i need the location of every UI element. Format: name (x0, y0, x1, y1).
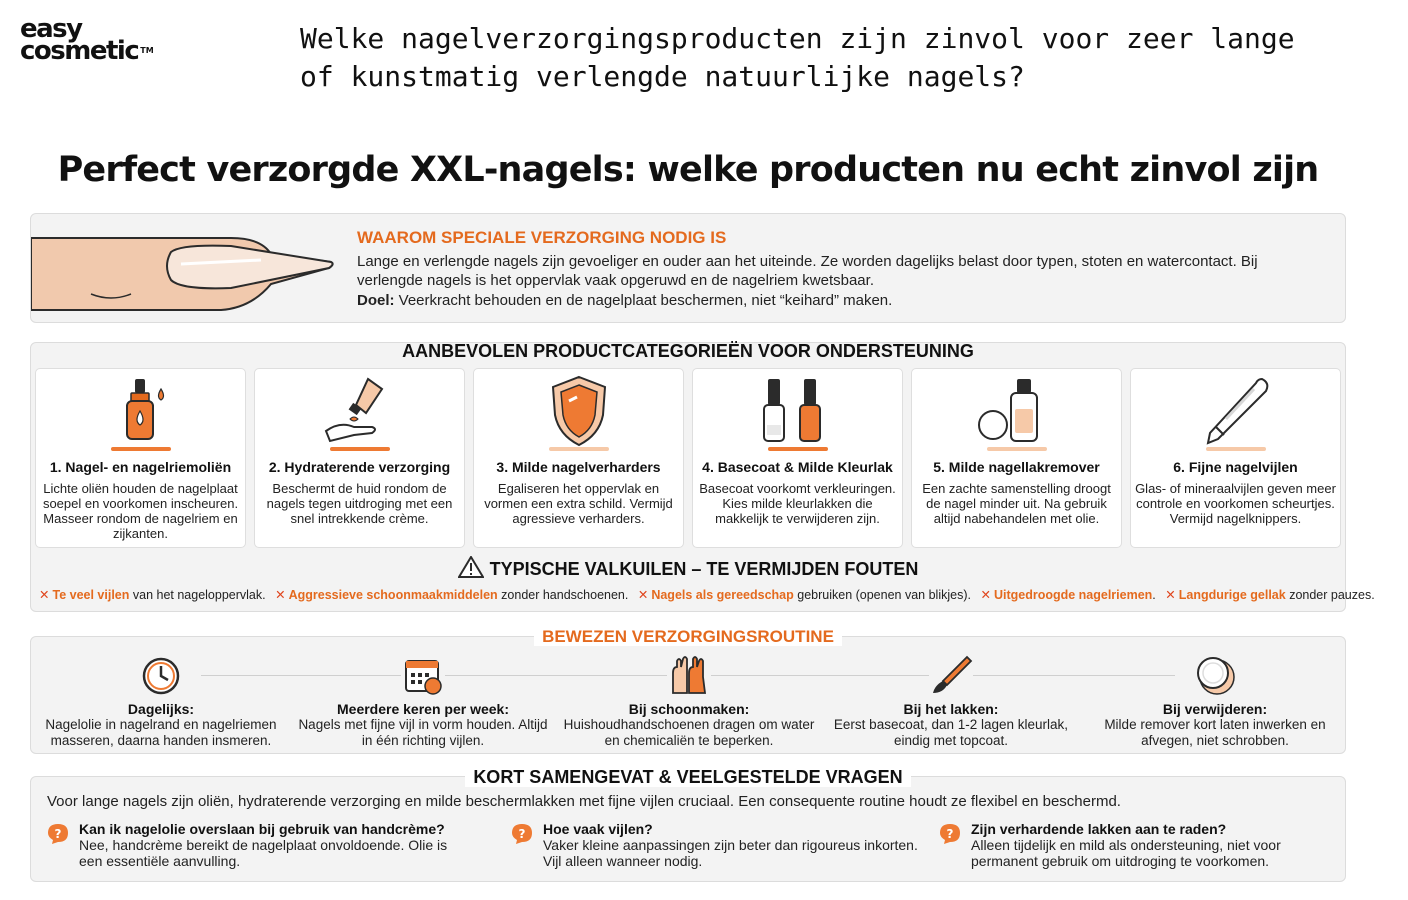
categories-title: AANBEVOLEN PRODUCTCATEGORIEËN VOOR ONDERSTEUNING (402, 341, 974, 361)
cream-tube-icon (320, 375, 400, 447)
why-goal-text: Veerkracht behouden en de nagelplaat beschermen, niet “keihard” maken. (394, 292, 893, 309)
faq-answer: Vaker kleine aanpassingen zijn beter dan rigoureus inkorten. Vijl alleen wanneer nodig. (543, 837, 918, 869)
faq-item (511, 821, 931, 869)
x-icon: ✕ (39, 588, 50, 602)
finger-nail-illustration (31, 224, 341, 316)
oil-dropper-icon (101, 375, 181, 447)
routine-step-title: Bij het lakken: (903, 701, 999, 717)
routine-step-weekly (293, 653, 553, 749)
category-title: 2. Hydraterende verzorging (268, 459, 451, 475)
x-icon: ✕ (275, 588, 286, 602)
faq-answer: Nee, handcrème bereikt de nagelplaat onvoldoende. Olie is een essentiële aanvulling. (79, 837, 448, 869)
routine-panel (30, 627, 1346, 754)
question-bubble-icon (47, 823, 69, 845)
page-headline: Perfect verzorgde XXL-nagels: welke producten nu echt zinvol zijn (57, 150, 1319, 190)
why-panel (30, 213, 1346, 323)
pitfalls-title: TYPISCHE VALKUILEN – TE VERMIJDEN FOUTEN (489, 559, 919, 579)
category-title: 3. Milde nagelverharders (496, 459, 661, 475)
pitfall-highlight: Te veel vijlen (52, 588, 130, 602)
pitfall-item (275, 587, 628, 602)
category-bar (768, 447, 828, 451)
categories-panel (30, 341, 1375, 612)
logo-line-2 (20, 36, 190, 66)
cotton-pad-icon (1193, 653, 1237, 697)
pitfall-text: . (1152, 588, 1156, 602)
why-text: Lange en verlengde nagels zijn gevoeliger en ouder aan het uiteinde. Ze worden dagelijks belast door typen, stoten en watercontact. Bij verlengde nagels is het oppervlak vaak opgeruwd en de nagelriem kwetsbaar. (357, 253, 1258, 289)
pitfall-highlight: Langdurige gellak (1178, 588, 1286, 602)
category-title: 1. Nagel- en nagelriemoliën (49, 459, 232, 475)
category-bar (111, 447, 171, 451)
routine-title: BEWEZEN VERZORGINGSROUTINE (534, 627, 842, 646)
pitfall-text: van het nageloppervlak. (129, 588, 266, 602)
faq-answer: Alleen tijdelijk en mild als ondersteuning, niet voor permanent gebruik om uitdroging te voorkomen. (971, 837, 1281, 869)
category-bar (1206, 447, 1266, 451)
pitfalls-list (39, 587, 1375, 602)
category-desc: Basecoat voorkomt verkleuringen. Kies milde kleurlakken die makkelijk te verwijderen zijn. (699, 481, 896, 526)
routine-heading (31, 627, 1345, 647)
question-bubble-icon (939, 823, 961, 845)
nail-file-icon (1196, 375, 1276, 447)
summary-text: Voor lange nagels zijn oliën, hydraterende verzorging en milde beschermlakken met fijne vijlen cruciaal. Een consequente routine houdt ze flexibel en beschermd. (47, 793, 1121, 810)
category-card-oil (35, 368, 246, 548)
faq-question: Hoe vaak vijlen? (543, 821, 653, 837)
nail-polish-icon (758, 375, 838, 447)
warning-icon (458, 556, 484, 578)
category-card-polish (692, 368, 903, 548)
category-card-file (1130, 368, 1341, 548)
category-card-cream (254, 368, 465, 548)
logo-line-2-text: cosmetic (20, 36, 139, 66)
pitfall-item (39, 587, 266, 602)
routine-step-desc: Milde remover kort laten inwerken en afvegen, niet schrobben. (1104, 717, 1326, 748)
routine-step-desc: Huishoudhandschoenen dragen om water en chemicaliën te beperken. (563, 717, 815, 748)
category-desc: Lichte oliën houden de nagelplaat soepel en voorkomen inscheuren. Masseer rondom de nagelriem en zijkanten. (42, 481, 239, 541)
category-card-remover (911, 368, 1122, 548)
category-desc: Glas- of mineraalvijlen geven meer controle en voorkomen scheurtjes. Vermijd nagelknippers. (1135, 481, 1336, 526)
faq-question: Kan ik nagelolie overslaan bij gebruik van handcrème? (79, 821, 445, 837)
category-card-hardener (473, 368, 684, 548)
question-title: Welke nagelverzorgingsproducten zijn zinvol voor zeer lange of kunstmatig verlengde natuurlijke nagels? (300, 22, 1295, 93)
svg-text:?: ? (54, 827, 62, 841)
routine-step-title: Bij schoonmaken: (628, 701, 750, 717)
category-title: 6. Fijne nagelvijlen (1173, 459, 1298, 475)
pitfall-item (980, 587, 1155, 602)
faq-item (47, 821, 467, 869)
routine-step-title: Dagelijks: (127, 701, 195, 717)
x-icon: ✕ (980, 588, 991, 602)
clock-icon (139, 653, 183, 697)
routine-step-removing (1085, 653, 1345, 749)
why-goal (357, 292, 892, 309)
category-title: 4. Basecoat & Milde Kleurlak (702, 459, 893, 475)
categories-grid (35, 368, 1343, 548)
pitfall-text: gebruiken (openen van blikjes). (793, 588, 971, 602)
svg-text:?: ? (518, 827, 526, 841)
calendar-icon (401, 653, 445, 697)
routine-step-desc: Nagelolie in nagelrand en nagelriemen masseren, daarna handen insmeren. (45, 717, 277, 748)
pitfall-highlight: Uitgedroogde nagelriemen (993, 588, 1153, 602)
brush-icon (929, 653, 973, 697)
category-bar (549, 447, 609, 451)
routine-step-desc: Eerst basecoat, dan 1-2 lagen kleurlak, eindig met topcoat. (833, 717, 1069, 748)
category-bar (987, 447, 1047, 451)
pitfalls-heading (31, 556, 1345, 580)
pitfall-highlight: Nagels als gereedschap (651, 588, 794, 602)
routine-step-desc: Nagels met fijne vijl in vorm houden. Altijd in één richting vijlen. (298, 717, 548, 748)
logo-trademark: TM (140, 46, 154, 55)
brand-logo (20, 14, 190, 66)
category-desc: Beschermt de huid rondom de nagels tegen uitdroging met een snel intrekkende crème. (266, 481, 453, 526)
routine-step-polishing (821, 653, 1081, 749)
x-icon: ✕ (1165, 588, 1176, 602)
logo-line-1: easy (20, 14, 82, 44)
why-title: WAAROM SPECIALE VERZORGING NODIG IS (357, 228, 727, 247)
pitfall-highlight: Aggressieve schoonmaakmiddelen (288, 588, 498, 602)
pitfall-item (1165, 587, 1374, 602)
summary-panel (30, 767, 1346, 882)
summary-heading (31, 767, 1345, 788)
pitfall-text: zonder pauzes. (1285, 588, 1375, 602)
svg-text:?: ? (946, 827, 954, 841)
pitfall-text: zonder handschoenen. (497, 588, 629, 602)
category-desc: Een zachte samenstelling droogt de nagel minder uit. Na gebruik altijd nabehandelen met olie. (922, 481, 1111, 526)
routine-step-daily (31, 653, 291, 749)
routine-step-title: Bij verwijderen: (1162, 701, 1268, 717)
shield-icon (539, 375, 619, 447)
faq-item (939, 821, 1329, 869)
routine-step-cleaning (559, 653, 819, 749)
x-icon: ✕ (637, 588, 649, 602)
faq-question: Zijn verhardende lakken aan te raden? (971, 821, 1227, 837)
category-title: 5. Milde nagellakremover (933, 459, 1100, 475)
why-goal-label: Doel: (357, 292, 395, 309)
remover-bottle-icon (977, 375, 1057, 447)
category-desc: Egaliseren het oppervlak en vormen een extra schild. Vermijd agressieve verharders. (484, 481, 673, 526)
routine-step-title: Meerdere keren per week: (337, 701, 509, 717)
category-bar (330, 447, 390, 451)
question-bubble-icon (511, 823, 533, 845)
pitfall-item (638, 587, 971, 602)
summary-title: KORT SAMENGEVAT & VEELGESTELDE VRAGEN (465, 767, 910, 787)
gloves-icon (667, 653, 711, 697)
